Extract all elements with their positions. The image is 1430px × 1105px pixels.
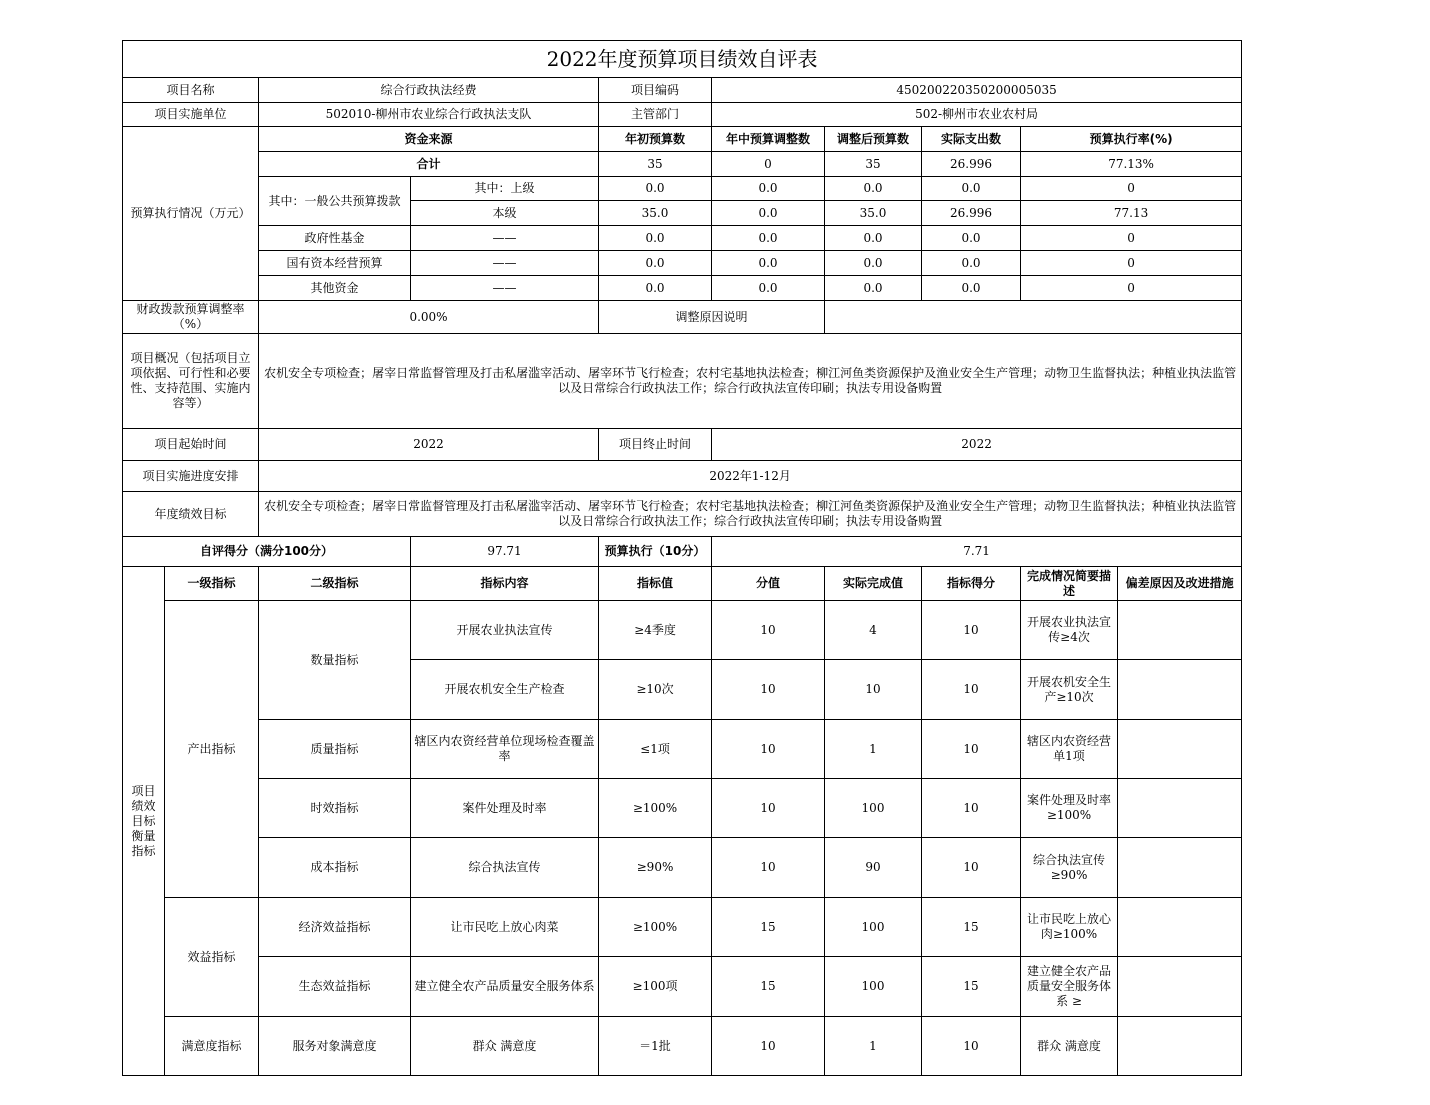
budget-total-actual: 26.996: [922, 152, 1021, 177]
indicator-actual: 10: [825, 660, 922, 720]
schedule: 2022年1-12月: [259, 461, 1242, 492]
budget-general-label: 其中：一般公共预算拨款: [259, 177, 411, 226]
budget-state-adjusted: 0.0: [825, 251, 922, 276]
budget-state-adjust: 0.0: [712, 251, 825, 276]
budget-fund-adjusted: 0.0: [825, 226, 922, 251]
indicator-reason: [1118, 957, 1242, 1017]
indicator-weight: 10: [712, 720, 825, 779]
budget-local-label: 本级: [411, 201, 599, 226]
budget-header-adjust: 年中预算调整数: [712, 127, 825, 152]
indicator-target: ≥100项: [599, 957, 712, 1017]
budget-exec-label: 预算执行（10分）: [599, 537, 712, 567]
budget-exec-score: 7.71: [712, 537, 1242, 567]
header-target: 指标值: [599, 567, 712, 601]
indicator-content: 让市民吃上放心肉菜: [411, 898, 599, 957]
table-row: [123, 838, 1242, 898]
indicator-reason: [1118, 660, 1242, 720]
budget-local-initial: 35.0: [599, 201, 712, 226]
indicator-target: ≤1项: [599, 720, 712, 779]
adjust-reason-label: 调整原因说明: [599, 301, 825, 334]
budget-header-initial: 年初预算数: [599, 127, 712, 152]
table-row: [123, 957, 1242, 1017]
budget-section-label: 预算执行情况（万元）: [123, 127, 259, 301]
indicator-score: 10: [922, 838, 1021, 898]
budget-other-adjusted: 0.0: [825, 276, 922, 301]
page-title: 2022年度预算项目绩效自评表: [123, 41, 1242, 78]
indicator-content: 群众 满意度: [411, 1017, 599, 1076]
overview-label: 项目概况（包括项目立项依据、可行性和必要性、支持范围、实施内容等）: [123, 334, 259, 429]
self-score-label: 自评得分（满分100分）: [123, 537, 411, 567]
header-reason: 偏差原因及改进措施: [1118, 567, 1242, 601]
budget-state-dash: ——: [411, 251, 599, 276]
indicator-actual: 90: [825, 838, 922, 898]
budget-upper-adjusted: 0.0: [825, 177, 922, 201]
indicator-actual: 1: [825, 720, 922, 779]
project-name: 综合行政执法经费: [259, 78, 599, 103]
indicator-content: 案件处理及时率: [411, 779, 599, 838]
dept: 502-柳州市农业农村局: [712, 103, 1242, 127]
header-actual: 实际完成值: [825, 567, 922, 601]
indicator-reason: [1118, 601, 1242, 660]
annual-goal-text: 农机安全专项检查；屠宰日常监督管理及打击私屠滥宰活动、屠宰环节飞行检查；农村宅基地执法检查；柳江河鱼类资源保护及渔业安全生产管理；动物卫生监督执法；种植业执法监管以及日常综合行政执法工作；综合行政执法宣传印刷；执法专用设备购置: [259, 492, 1242, 537]
group-output: 产出指标: [165, 601, 259, 898]
budget-other-dash: ——: [411, 276, 599, 301]
annual-goal-label: 年度绩效目标: [123, 492, 259, 537]
budget-upper-label: 其中：上级: [411, 177, 599, 201]
budget-upper-actual: 0.0: [922, 177, 1021, 201]
indicator-score: 10: [922, 660, 1021, 720]
indicator-desc: 建立健全农产品质量安全服务体系 ≥: [1021, 957, 1118, 1017]
indicator-actual: 4: [825, 601, 922, 660]
budget-fund-actual: 0.0: [922, 226, 1021, 251]
indicator-desc: 开展农机安全生产≥10次: [1021, 660, 1118, 720]
start-time-label: 项目起始时间: [123, 429, 259, 461]
indicator-reason: [1118, 1017, 1242, 1076]
indicator-content: 开展农机安全生产检查: [411, 660, 599, 720]
indicator-score: 10: [922, 720, 1021, 779]
budget-total-adjust: 0: [712, 152, 825, 177]
table-row: [123, 601, 1242, 660]
indicator-weight: 10: [712, 1017, 825, 1076]
dept-label: 主管部门: [599, 103, 712, 127]
budget-fund-label: 政府性基金: [259, 226, 411, 251]
indicator-reason: [1118, 898, 1242, 957]
indicator-actual: 100: [825, 779, 922, 838]
group-satisfaction: 满意度指标: [165, 1017, 259, 1076]
indicator-weight: 15: [712, 957, 825, 1017]
header-weight: 分值: [712, 567, 825, 601]
indicator-desc: 综合执法宣传≥90%: [1021, 838, 1118, 898]
budget-header-actual: 实际支出数: [922, 127, 1021, 152]
indicator-reason: [1118, 720, 1242, 779]
indicator-target: ≥90%: [599, 838, 712, 898]
adjust-rate: 0.00%: [259, 301, 599, 334]
impl-unit: 502010-柳州市农业综合行政执法支队: [259, 103, 599, 127]
end-time-label: 项目终止时间: [599, 429, 712, 461]
budget-state-rate: 0: [1021, 251, 1242, 276]
budget-other-label: 其他资金: [259, 276, 411, 301]
budget-state-initial: 0.0: [599, 251, 712, 276]
impl-unit-label: 项目实施单位: [123, 103, 259, 127]
budget-header-source: 资金来源: [259, 127, 599, 152]
adjust-reason: [825, 301, 1242, 334]
budget-total-adjusted: 35: [825, 152, 922, 177]
indicator-content: 综合执法宣传: [411, 838, 599, 898]
budget-fund-adjust: 0.0: [712, 226, 825, 251]
indicator-content: 建立健全农产品质量安全服务体系: [411, 957, 599, 1017]
budget-upper-initial: 0.0: [599, 177, 712, 201]
sub-quality: 质量指标: [259, 720, 411, 779]
budget-other-initial: 0.0: [599, 276, 712, 301]
sub-eco: 生态效益指标: [259, 957, 411, 1017]
header-desc: 完成情况简要描述: [1021, 567, 1118, 601]
indicator-reason: [1118, 838, 1242, 898]
indicator-actual: 100: [825, 957, 922, 1017]
budget-total-initial: 35: [599, 152, 712, 177]
indicator-target: ≥10次: [599, 660, 712, 720]
indicator-actual: 100: [825, 898, 922, 957]
budget-state-actual: 0.0: [922, 251, 1021, 276]
sub-cost: 成本指标: [259, 838, 411, 898]
header-content: 指标内容: [411, 567, 599, 601]
budget-fund-initial: 0.0: [599, 226, 712, 251]
header-level1: 一级指标: [165, 567, 259, 601]
budget-header-rate: 预算执行率(%): [1021, 127, 1242, 152]
indicator-content: 辖区内农资经营单位现场检查覆盖率: [411, 720, 599, 779]
sub-quantity: 数量指标: [259, 601, 411, 720]
indicator-weight: 10: [712, 601, 825, 660]
budget-other-rate: 0: [1021, 276, 1242, 301]
overview-text: 农机安全专项检查；屠宰日常监督管理及打击私屠滥宰活动、屠宰环节飞行检查；农村宅基地执法检查；柳江河鱼类资源保护及渔业安全生产管理；动物卫生监督执法；种植业执法监管以及日常综合行政执法工作；综合行政执法宣传印刷；执法专用设备购置: [259, 334, 1242, 429]
budget-local-adjusted: 35.0: [825, 201, 922, 226]
indicator-weight: 10: [712, 779, 825, 838]
indicator-actual: 1: [825, 1017, 922, 1076]
end-time: 2022: [712, 429, 1242, 461]
budget-local-actual: 26.996: [922, 201, 1021, 226]
budget-total-rate: 77.13%: [1021, 152, 1242, 177]
project-name-label: 项目名称: [123, 78, 259, 103]
indicator-desc: 开展农业执法宣传≥4次: [1021, 601, 1118, 660]
indicator-score: 10: [922, 1017, 1021, 1076]
budget-state-label: 国有资本经营预算: [259, 251, 411, 276]
budget-local-adjust: 0.0: [712, 201, 825, 226]
header-level2: 二级指标: [259, 567, 411, 601]
sub-time: 时效指标: [259, 779, 411, 838]
indicator-target: ≥100%: [599, 898, 712, 957]
budget-local-rate: 77.13: [1021, 201, 1242, 226]
budget-fund-rate: 0: [1021, 226, 1242, 251]
indicator-desc: 群众 满意度: [1021, 1017, 1118, 1076]
indicator-section-label: 项目绩效目标衡量指标: [123, 567, 165, 1076]
sub-service: 服务对象满意度: [259, 1017, 411, 1076]
project-code: 450200220350200005035: [712, 78, 1242, 103]
budget-other-adjust: 0.0: [712, 276, 825, 301]
indicator-weight: 10: [712, 660, 825, 720]
table-row: [123, 779, 1242, 838]
table-row: [123, 898, 1242, 957]
budget-header-adjusted: 调整后预算数: [825, 127, 922, 152]
indicator-weight: 15: [712, 898, 825, 957]
indicator-score: 10: [922, 601, 1021, 660]
budget-other-actual: 0.0: [922, 276, 1021, 301]
indicator-score: 15: [922, 957, 1021, 1017]
budget-upper-rate: 0: [1021, 177, 1242, 201]
budget-upper-adjust: 0.0: [712, 177, 825, 201]
adjust-rate-label: 财政拨款预算调整率（%）: [123, 301, 259, 334]
self-score: 97.71: [411, 537, 599, 567]
schedule-label: 项目实施进度安排: [123, 461, 259, 492]
table-row: [123, 1017, 1242, 1076]
indicator-weight: 10: [712, 838, 825, 898]
indicator-reason: [1118, 779, 1242, 838]
indicator-target: ＝1批: [599, 1017, 712, 1076]
indicator-target: ≥100%: [599, 779, 712, 838]
indicator-score: 15: [922, 898, 1021, 957]
group-benefit: 效益指标: [165, 898, 259, 1017]
budget-total-label: 合计: [259, 152, 599, 177]
indicator-desc: 让市民吃上放心肉≥100%: [1021, 898, 1118, 957]
sub-economic: 经济效益指标: [259, 898, 411, 957]
indicator-score: 10: [922, 779, 1021, 838]
indicator-content: 开展农业执法宣传: [411, 601, 599, 660]
indicator-target: ≥4季度: [599, 601, 712, 660]
table-row: [123, 720, 1242, 779]
performance-table: [122, 40, 1242, 1076]
header-score: 指标得分: [922, 567, 1021, 601]
project-code-label: 项目编码: [599, 78, 712, 103]
indicator-desc: 案件处理及时率≥100%: [1021, 779, 1118, 838]
start-time: 2022: [259, 429, 599, 461]
budget-fund-dash: ——: [411, 226, 599, 251]
indicator-desc: 辖区内农资经营单1项: [1021, 720, 1118, 779]
